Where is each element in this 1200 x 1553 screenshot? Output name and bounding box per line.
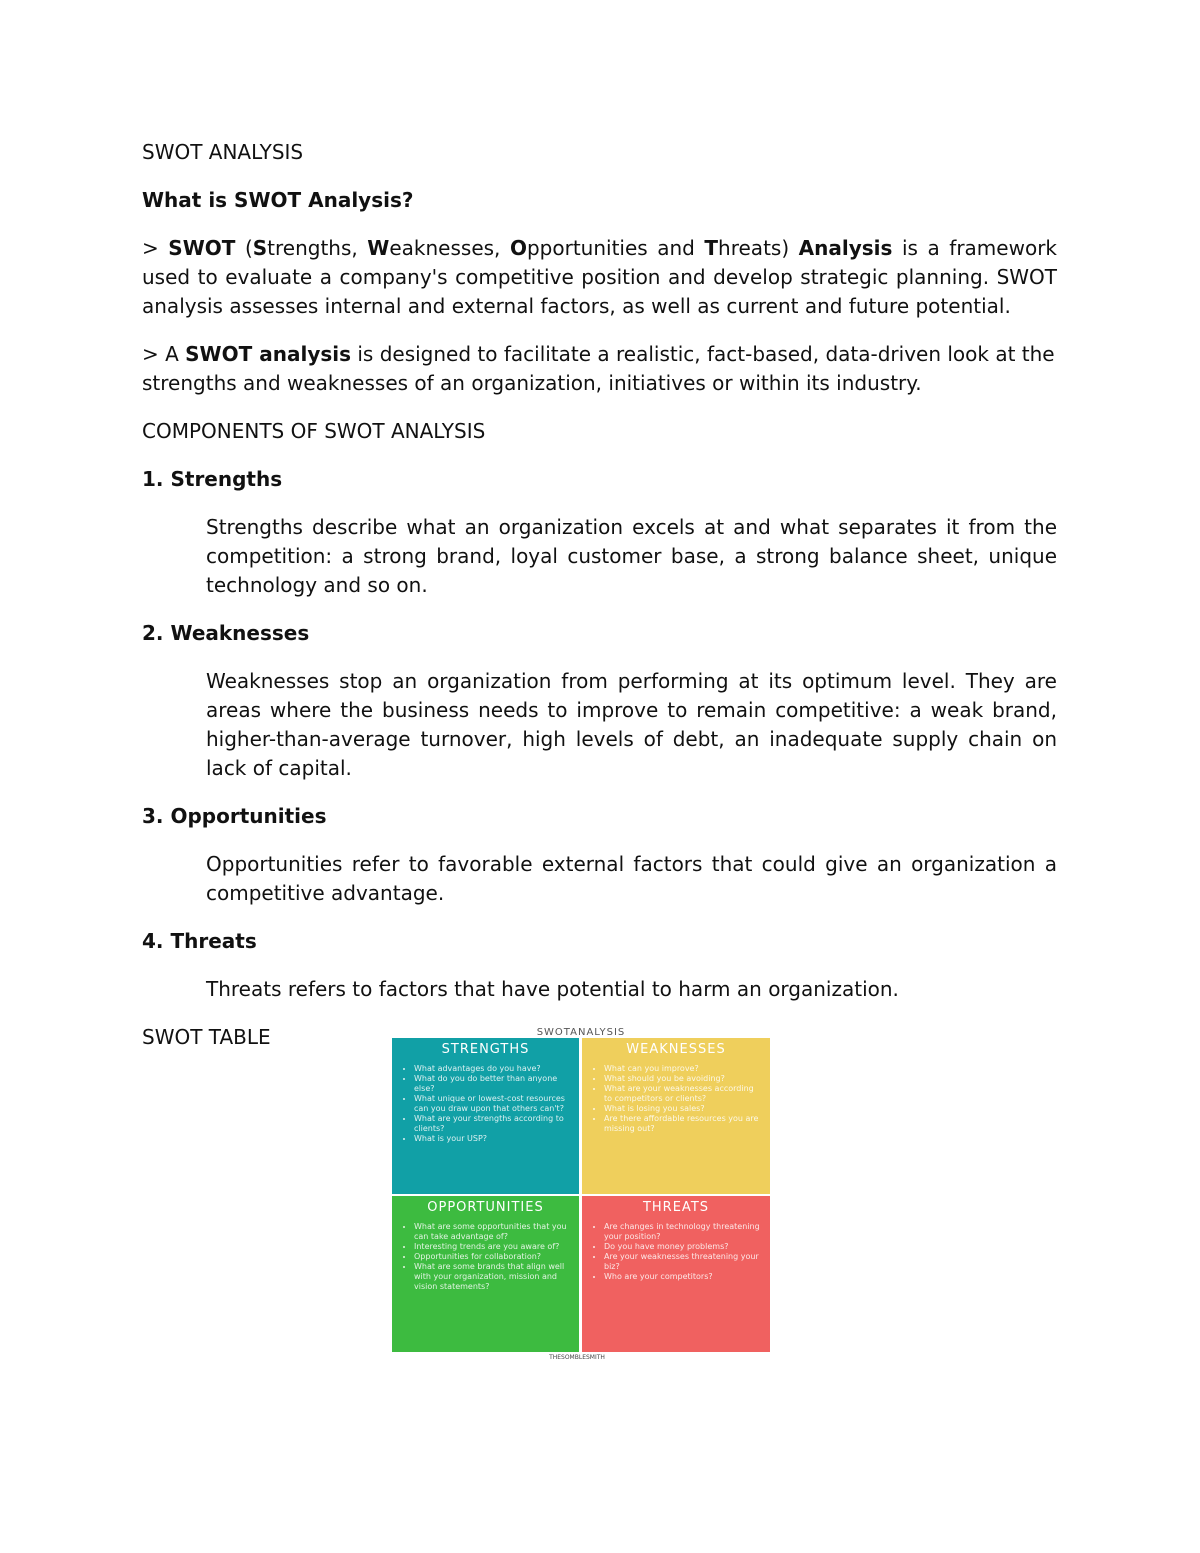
intro2-rest: is designed to facilitate a realistic, fact-based, data-driven look at the strengths and weaknesses of an organization, initiatives or within its industry. [142,342,1055,395]
list-item: • What are your weaknesses according to competitors or clients? [604,1084,762,1104]
strengths-list [400,1064,571,1144]
weaknesses-title: WEAKNESSES [626,1042,726,1057]
threats-title: THREATS [642,1200,710,1215]
components-heading: COMPONENTS OF SWOT ANALYSIS [142,419,486,443]
list-item: • Are your weaknesses threatening your biz? [604,1252,762,1272]
threats-list [590,1222,762,1282]
threats-quadrant [582,1196,770,1352]
list-item: • Who are your competitors? [604,1272,762,1282]
list-item: • Interesting trends are you aware of? [414,1242,571,1252]
list-item: • What advantages do you have? [414,1064,571,1074]
list-item: • What are your strengths according to clients? [414,1114,571,1134]
intro1-t-letter: T [704,236,719,260]
list-item: • What is your USP? [414,1134,571,1144]
component-heading: 3. Opportunities [142,804,327,828]
component-heading: 4. Threats [142,929,257,953]
intro-paragraph-2 [142,340,1057,398]
question-heading: What is SWOT Analysis? [142,188,414,212]
intro1-rest: is a framework used to evaluate a company's competitive position and develop strategic planning. SWOT analysis assesses internal and external factors, as well as current and future potential. [142,236,1057,318]
opportunities-quadrant [392,1196,579,1352]
intro1-analysis: Analysis [798,236,893,260]
component-heading: 2. Weaknesses [142,621,310,645]
strengths-title: STRENGTHS [441,1042,530,1057]
list-item: • What unique or lowest-cost resources can you draw upon that others can't? [414,1094,571,1114]
intro2-prefix: > A [142,342,186,366]
swot-image-header: SWOTANALYSIS [536,1027,626,1038]
intro1-prefix: > [142,236,169,260]
list-item: • What can you improve? [604,1064,762,1074]
list-item: • What do you do better than anyone else? [414,1074,571,1094]
opportunities-title: OPPORTUNITIES [427,1200,544,1215]
document-page [142,138,1057,1363]
component-text: Weaknesses stop an organization from performing at its optimum level. They are areas where the business needs to improve to remain competitive: a weak brand, higher-than-average turnover, high levels of debt, an inadequate supply chain on lack of capital. [206,669,1057,780]
component-heading: 1. Strengths [142,467,283,491]
intro1-s-letter: S [252,236,268,260]
intro1-o-rest: pportunities and [526,236,705,260]
intro1-t-rest: hreats) [718,236,799,260]
intro1-o-letter: O [509,236,527,260]
swot-image-footer: THESOMBLESMITH [532,1354,622,1361]
intro1-open: ( [235,236,253,260]
weaknesses-quadrant [582,1038,770,1194]
list-item: • Are there affordable resources you are missing out? [604,1114,762,1134]
intro-paragraph-1 [142,234,1057,321]
intro1-s-rest: trengths, [267,236,368,260]
strengths-quadrant [392,1038,579,1194]
list-item: • Are changes in technology threatening your position? [604,1222,762,1242]
list-item: • Opportunities for collaboration? [414,1252,571,1262]
component-text: Threats refers to factors that have potential to harm an organization. [206,977,899,1001]
intro1-w-letter: W [367,236,390,260]
component-text: Strengths describe what an organization excels at and what separates it from the competition: a strong brand, loyal customer base, a strong balance sheet, unique technology and so on. [206,515,1057,597]
intro1-swot: SWOT [168,236,236,260]
list-item: • What is losing you sales? [604,1104,762,1114]
list-item: • What should you be avoiding? [604,1074,762,1084]
swot-analysis-image [392,1028,770,1361]
list-item: • Do you have money problems? [604,1242,762,1252]
opportunities-list [400,1222,571,1292]
page-title: SWOT ANALYSIS [142,140,304,164]
intro1-w-rest: eaknesses, [389,236,510,260]
list-item: • What are some brands that align well with your organization, mission and vision statements? [414,1262,571,1292]
swot-table-label: SWOT TABLE [142,1025,271,1049]
swot-table-section [142,1023,1057,1363]
weaknesses-list [590,1064,762,1134]
component-text: Opportunities refer to favorable external factors that could give an organization a competitive advantage. [206,852,1057,905]
list-item: • What are some opportunities that you can take advantage of? [414,1222,571,1242]
intro2-bold: SWOT analysis [185,342,352,366]
